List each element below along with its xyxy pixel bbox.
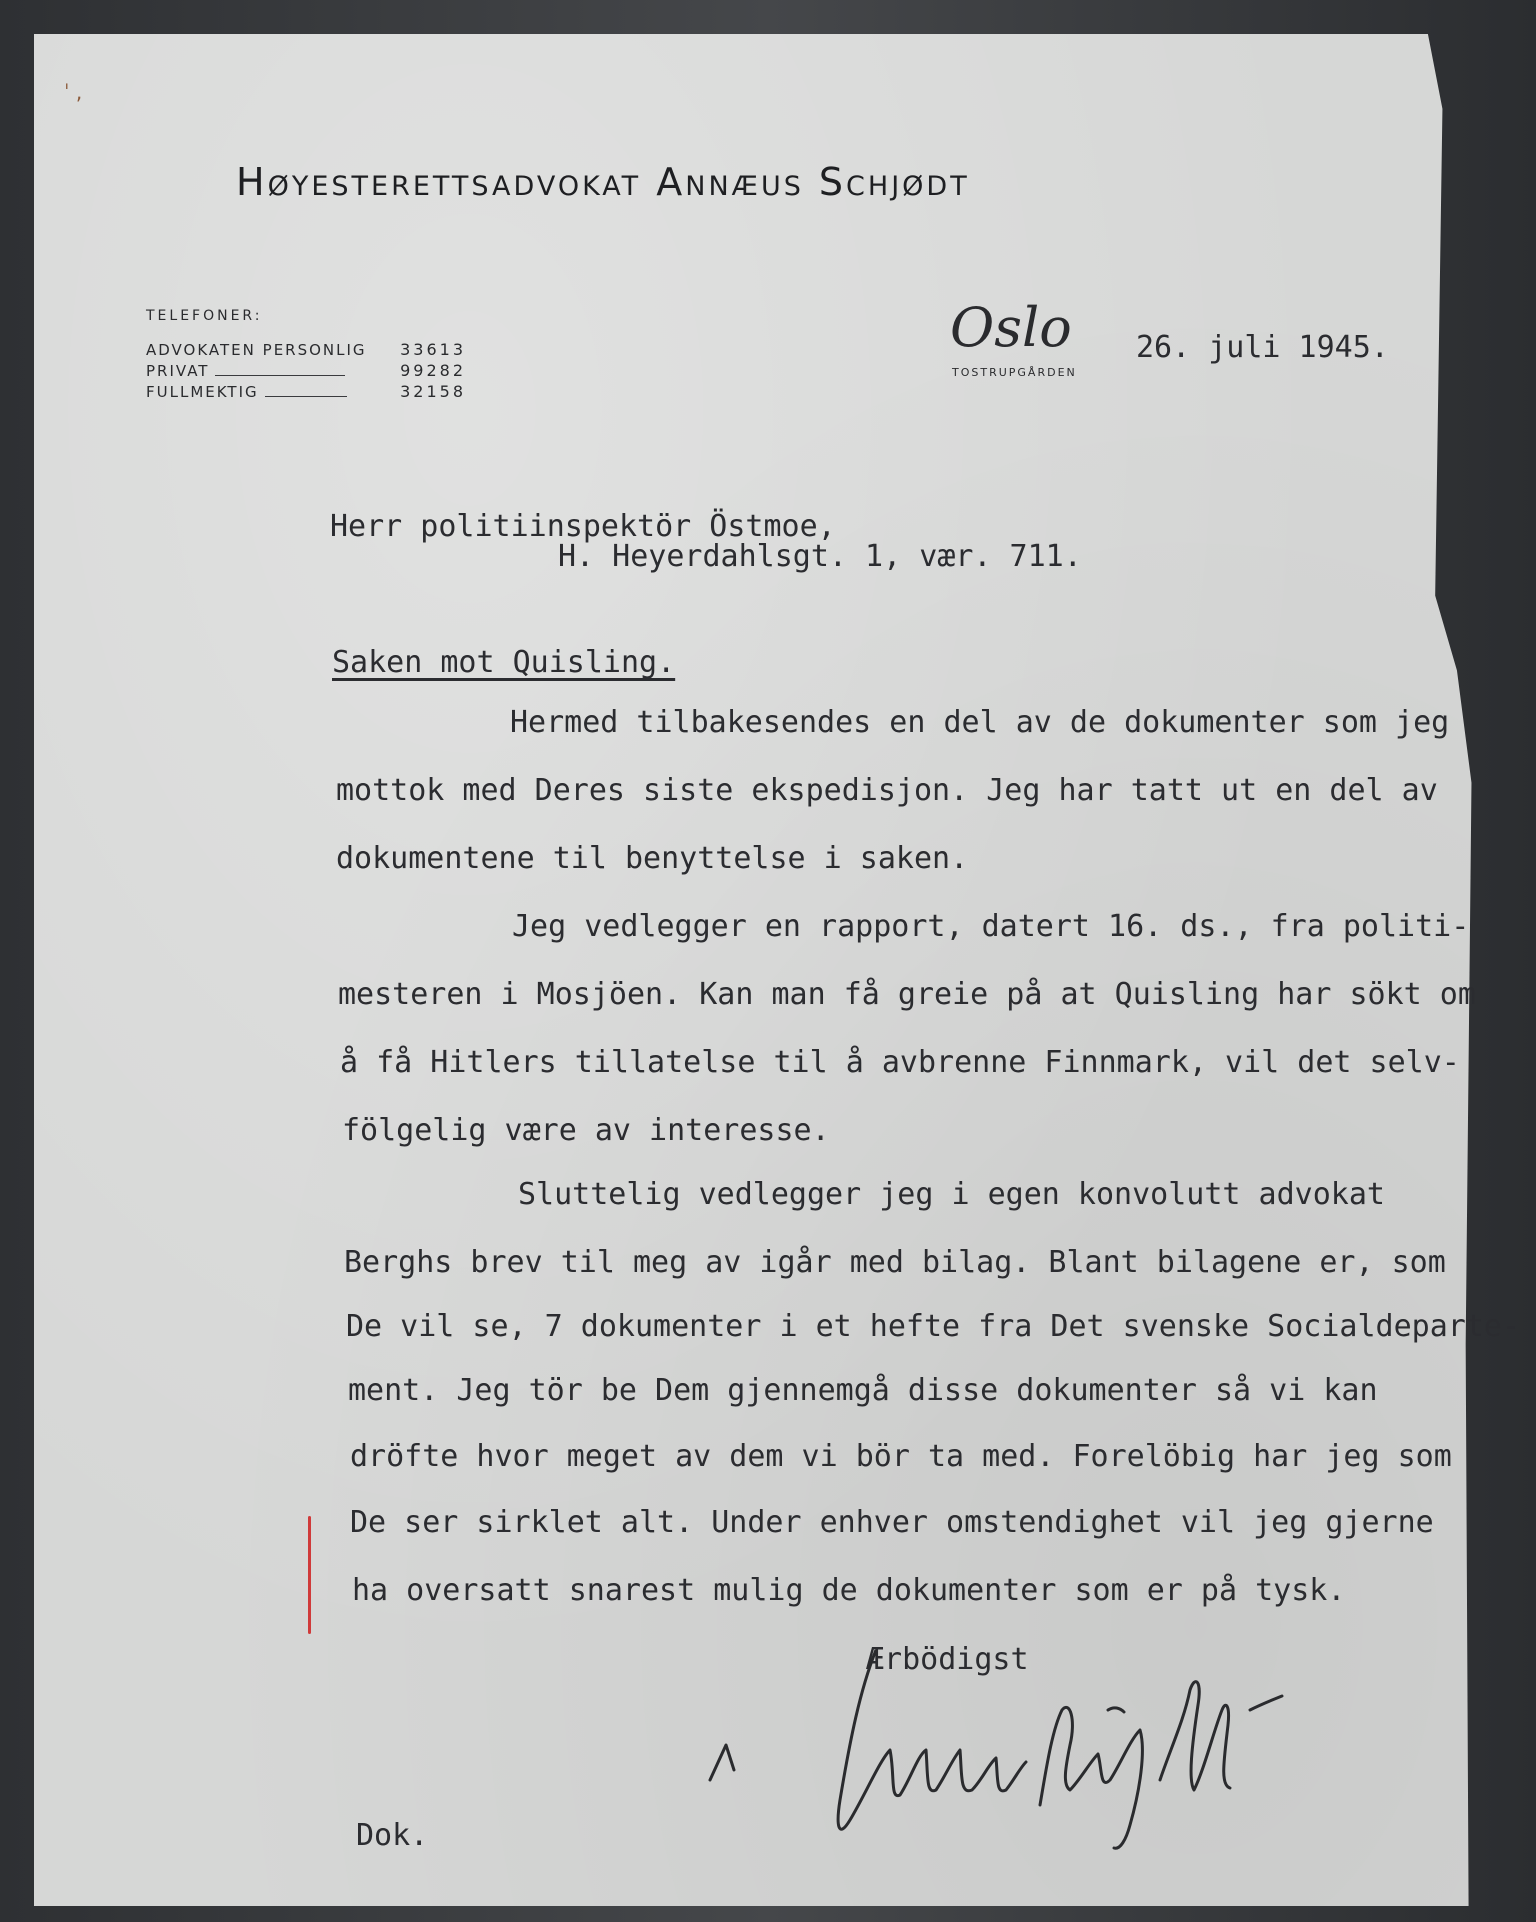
body-line: fölgelig være av interesse. [342,1113,830,1148]
phone-row [146,361,466,382]
letterhead-title: Høyesterettsadvokat Annæus Schjødt [236,160,970,204]
handwritten-signature [690,1650,1290,1850]
leader-line [215,369,345,376]
body-line: Sluttelig vedlegger jeg i egen konvolutt advokat [518,1177,1385,1212]
enclosure-note: Dok. [356,1818,429,1853]
phone-row [146,382,466,403]
phone-number: 32158 [400,382,466,401]
body-line: Jeg vedlegger en rapport, datert 16. ds., fra politi- [512,909,1470,944]
body-line: å få Hitlers tillatelse til å avbrenne Finnmark, vil det selv- [340,1045,1460,1080]
body-line: dröfte hvor meget av dem vi bör ta med. Forelöbig har jeg som [350,1439,1452,1474]
phone-number: 33613 [400,340,466,359]
letter-date: 26. juli 1945. [1136,330,1389,365]
body-line: Hermed tilbakesendes en del av de dokumenter som jeg [510,705,1450,740]
telephone-heading: TELEFONER: [146,308,263,324]
phone-row [146,340,466,361]
building-name: TOSTRUPGÅRDEN [952,366,1077,379]
body-line: mottok med Deres siste ekspedisjon. Jeg har tatt ut en del av [336,773,1438,808]
recipient-name: Herr politiinspektör Östmoe, [330,509,836,544]
body-line: Berghs brev til meg av igår med bilag. Blant bilagene er, som [344,1245,1446,1280]
phone-label: ADVOKATEN PERSONLIG [146,341,367,359]
phone-label: FULLMEKTIG [146,383,259,401]
body-line: De ser sirklet alt. Under enhver omstendighet vil jeg gjerne [350,1505,1434,1540]
leader-line [265,390,347,397]
city-name: Oslo [950,296,1072,359]
body-line: ha oversatt snarest mulig de dokumenter som er på tysk. [352,1573,1346,1608]
red-margin-mark [308,1516,311,1634]
recipient-address: H. Heyerdahlsgt. 1, vær. 711. [558,539,1082,574]
body-line: ment. Jeg tör be Dem gjennemgå disse dokumenter så vi kan [348,1373,1378,1408]
phone-label: PRIVAT [146,362,210,380]
closing-salutation: Ærbödigst [866,1642,1029,1677]
subject-line: Saken mot Quisling. [332,645,676,680]
phone-number: 99282 [400,361,466,380]
corner-pencil-marks: ˈ , [64,80,83,104]
body-line: dokumentene til benyttelse i saken. [336,841,969,876]
body-line: De vil se, 7 dokumenter i et hefte fra Det svenske Socialdeparte- [346,1309,1520,1344]
body-line: mesteren i Mosjöen. Kan man få greie på at Quisling har sökt om [338,977,1476,1012]
telephone-block [146,308,466,403]
